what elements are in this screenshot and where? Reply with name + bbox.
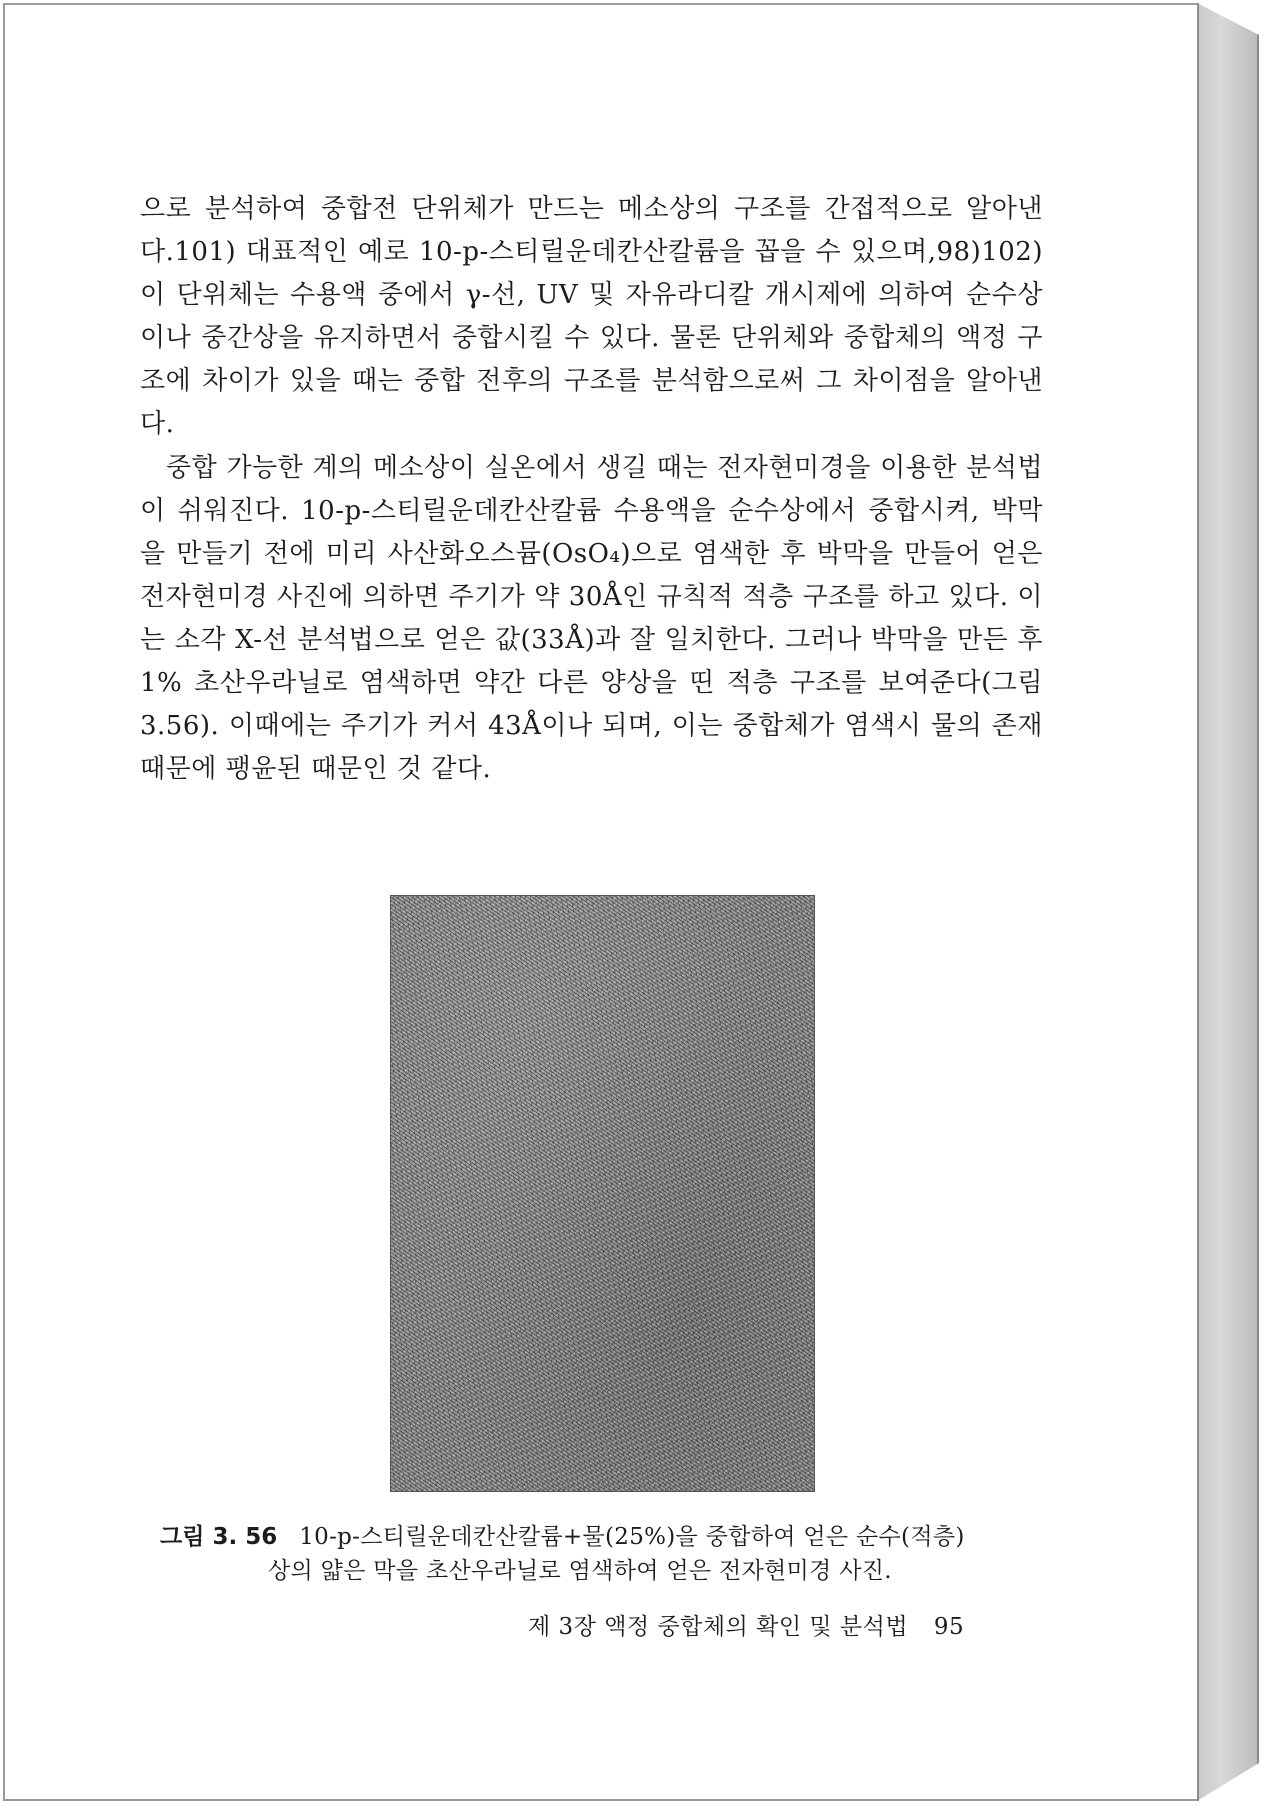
body-text bbox=[140, 188, 1043, 791]
page-edge bbox=[1197, 3, 1259, 1801]
running-footer bbox=[528, 1608, 964, 1641]
caption-line-2: 상의 얇은 막을 초산우라닐로 염색하여 얻은 전자현미경 사진. bbox=[268, 1558, 892, 1584]
electron-micrograph-image bbox=[390, 895, 815, 1492]
caption-line-1 bbox=[160, 1520, 1055, 1554]
page-number: 95 bbox=[933, 1614, 965, 1640]
paragraph-1: 으로 분석하여 중합전 단위체가 만드는 메소상의 구조를 간접적으로 알아낸다.101) 대표적인 예로 10-p-스티릴운데칸산칼륨을 꼽을 수 있으며,98)102) 이 단위체는 수용액 중에서 γ-선, UV 및 자유라디칼 개시제에 의하여 순수상이나 중간상을 유지하면서 중합시킬 수 있다. 물론 단위체와 중합체의 액정 구조에 차이가 있을 때는 중합 전후의 구조를 분석함으로써 그 차이점을 알아낸다. bbox=[140, 194, 1043, 440]
caption-text-1: 10-p-스티릴운데칸산칼륨+물(25%)을 중합하여 얻은 순수(적층) bbox=[299, 1524, 965, 1550]
chapter-title: 제 3장 액정 중합체의 확인 및 분석법 bbox=[528, 1614, 909, 1640]
figure-label: 그림 3. 56 bbox=[160, 1524, 278, 1550]
paragraph-2: 중합 가능한 계의 메소상이 실온에서 생길 때는 전자현미경을 이용한 분석법이 쉬워진다. 10-p-스티릴운데칸산칼륨 수용액을 순수상에서 중합시켜, 박막을 만들기 전에 미리 사산화오스뮴(OsO₄)으로 염색한 후 박막을 만들어 얻은 전자현미경 사진에 의하면 주기가 약 30Å인 규칙적 적층 구조를 하고 있다. 이는 소각 X-선 분석법으로 얻은 값(33Å)과 잘 일치한다. 그러나 박막을 만든 후 1% 초산우라닐로 염색하면 약간 다른 양상을 띤 적층 구조를 보여준다(그림 3.56). 이때에는 주기가 커서 43Å이나 되며, 이는 중합체가 염색시 물의 존재 때문에 팽윤된 때문인 것 같다. bbox=[140, 452, 1043, 785]
figure-caption bbox=[160, 1520, 1055, 1588]
page-edge-line bbox=[1197, 3, 1199, 1801]
